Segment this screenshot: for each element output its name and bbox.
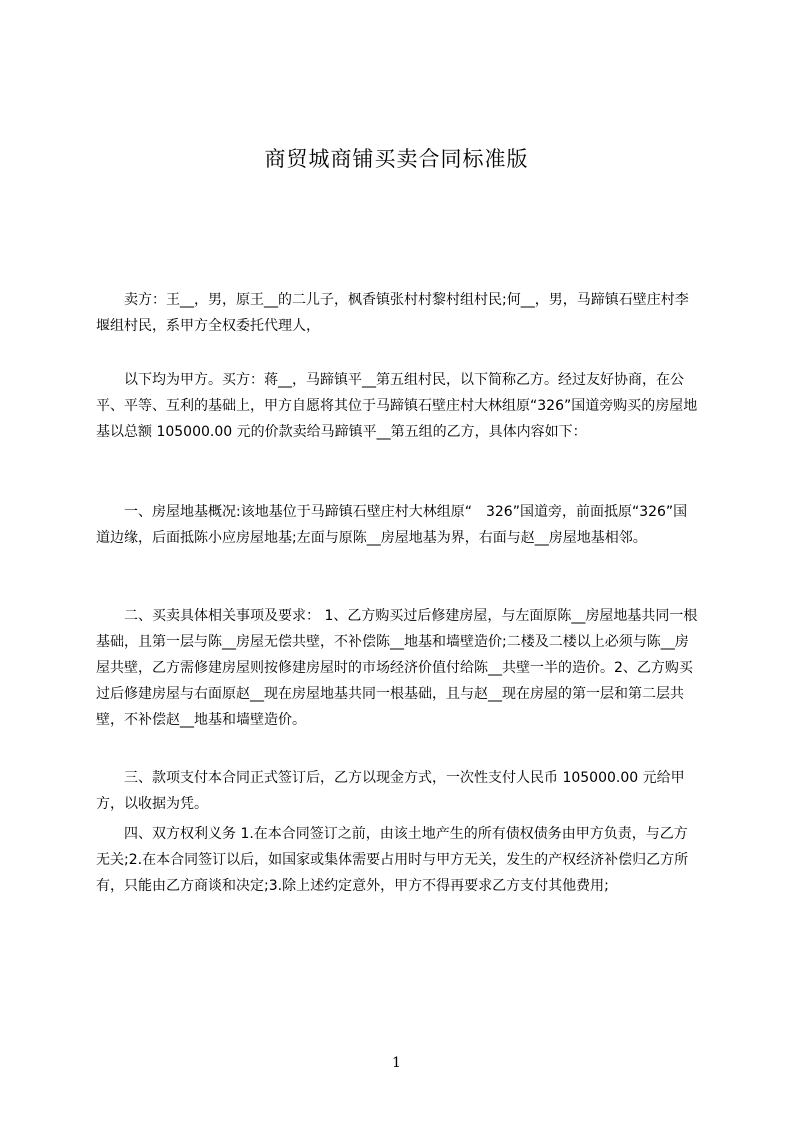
paragraph-sale-requirements: 二、买卖具体相关事项及要求： 1、乙方购买过后修建房屋，与左面原陈__房屋地基共同一根基础，且第一层与陈__房屋无偿共壁，不补偿陈__地基和墙壁造价;二楼及二楼以上必须与陈__房屋共壁，乙方需修建房屋则按修建房屋时的市场经济价值付给陈__共壁一半的造价。2、乙方购买过后修建房屋与右面原赵__现在房屋地基共同一根基础，且与赵__现在房屋的第一层和第二层共壁，不补偿赵__地基和墙壁造价。 bbox=[96, 608, 698, 728]
paragraph-rights-obligations: 四、双方权利义务 1.在本合同签订之前，由该土地产生的所有债权债务由甲方负责，与乙方无关;2.在本合同签订以后，如国家或集体需要占用时与甲方无关，发生的产权经济补偿归乙方所有，只能由乙方商谈和决定;3.除上述约定意外，甲方不得再要求乙方支付其他费用; bbox=[96, 826, 689, 894]
paragraph-payment: 三、款项支付本合同正式签订后，乙方以现金方式，一次性支付人民币 105000.00 元给甲方，以收据为凭。 bbox=[96, 770, 685, 812]
page-number: 1 bbox=[392, 1055, 401, 1071]
document-title: 商贸城商铺买卖合同标准版 bbox=[264, 147, 529, 171]
paragraph-buyer-intro: 以下均为甲方。买方：蒋__，马蹄镇平__第五组村民，以下简称乙方。经过友好协商，在公平、平等、互利的基础上，甲方自愿将其位于马蹄镇石壁庄村大林组原“326”国道旁购买的房屋地基以总额 105000.00 元的价款卖给马蹄镇平__第五组的乙方，具体内容如下： bbox=[96, 372, 698, 440]
paragraph-property-overview: 一、房屋地基概况:该地基位于马蹄镇石壁庄村大林组原“ 326”国道旁，前面抵原“326”国道边缘，后面抵陈小应房屋地基;左面与原陈__房屋地基为界，右面与赵__房屋地基相邻。 bbox=[96, 504, 688, 546]
paragraph-seller: 卖方：王__，男，原王__的二儿子，枫香镇张村村黎村组村民;何__，男，马蹄镇石壁庄村李堰组村民，系甲方全权委托代理人， bbox=[96, 292, 689, 334]
